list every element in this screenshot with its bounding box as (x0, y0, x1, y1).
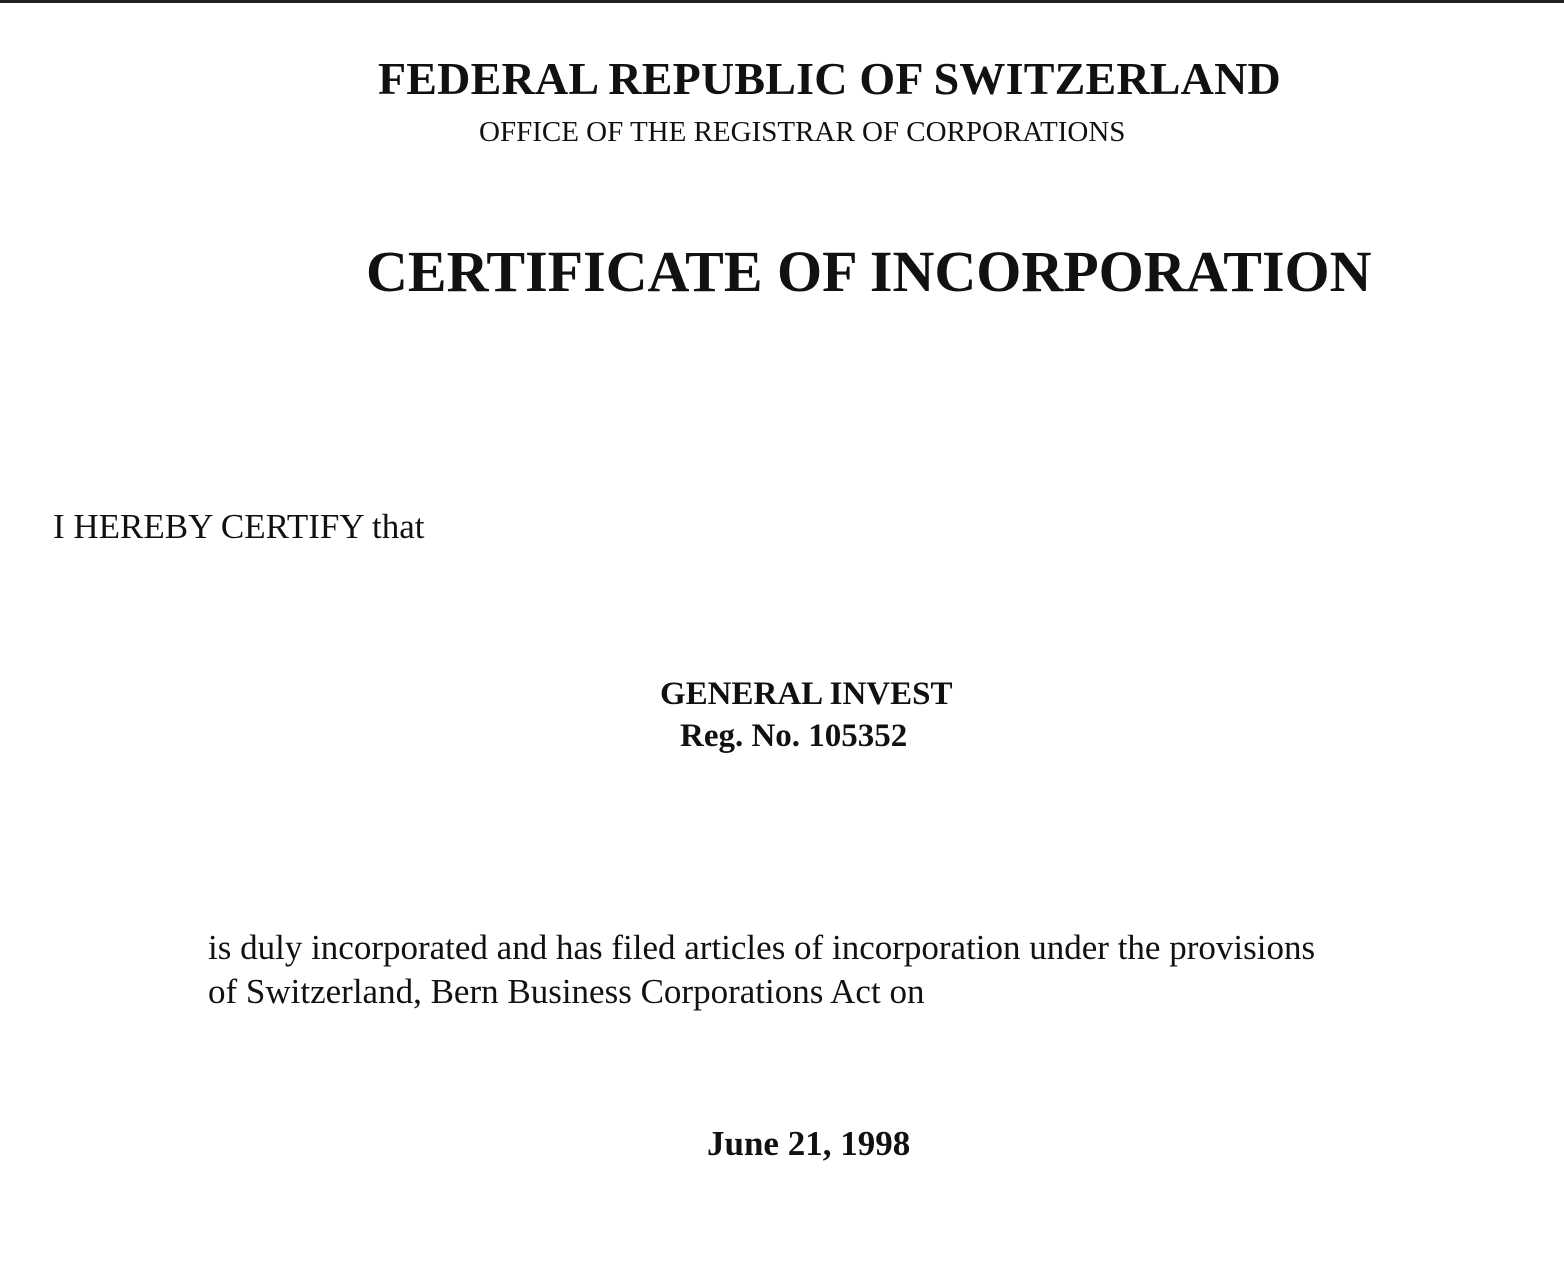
certify-statement: I HEREBY CERTIFY that (53, 507, 425, 546)
company-name: GENERAL INVEST (660, 676, 953, 712)
top-border-rule (0, 0, 1564, 3)
incorporation-statement-line-2: of Switzerland, Bern Business Corporations Act on (208, 972, 925, 1011)
incorporation-date: June 21, 1998 (707, 1124, 911, 1163)
registration-number: Reg. No. 105352 (680, 718, 908, 754)
country-heading: FEDERAL REPUBLIC OF SWITZERLAND (378, 53, 1281, 104)
office-subheading: OFFICE OF THE REGISTRAR OF CORPORATIONS (479, 116, 1126, 148)
certificate-title: CERTIFICATE OF INCORPORATION (366, 239, 1372, 304)
incorporation-statement-line-1: is duly incorporated and has filed articles of incorporation under the provisions (208, 928, 1316, 967)
